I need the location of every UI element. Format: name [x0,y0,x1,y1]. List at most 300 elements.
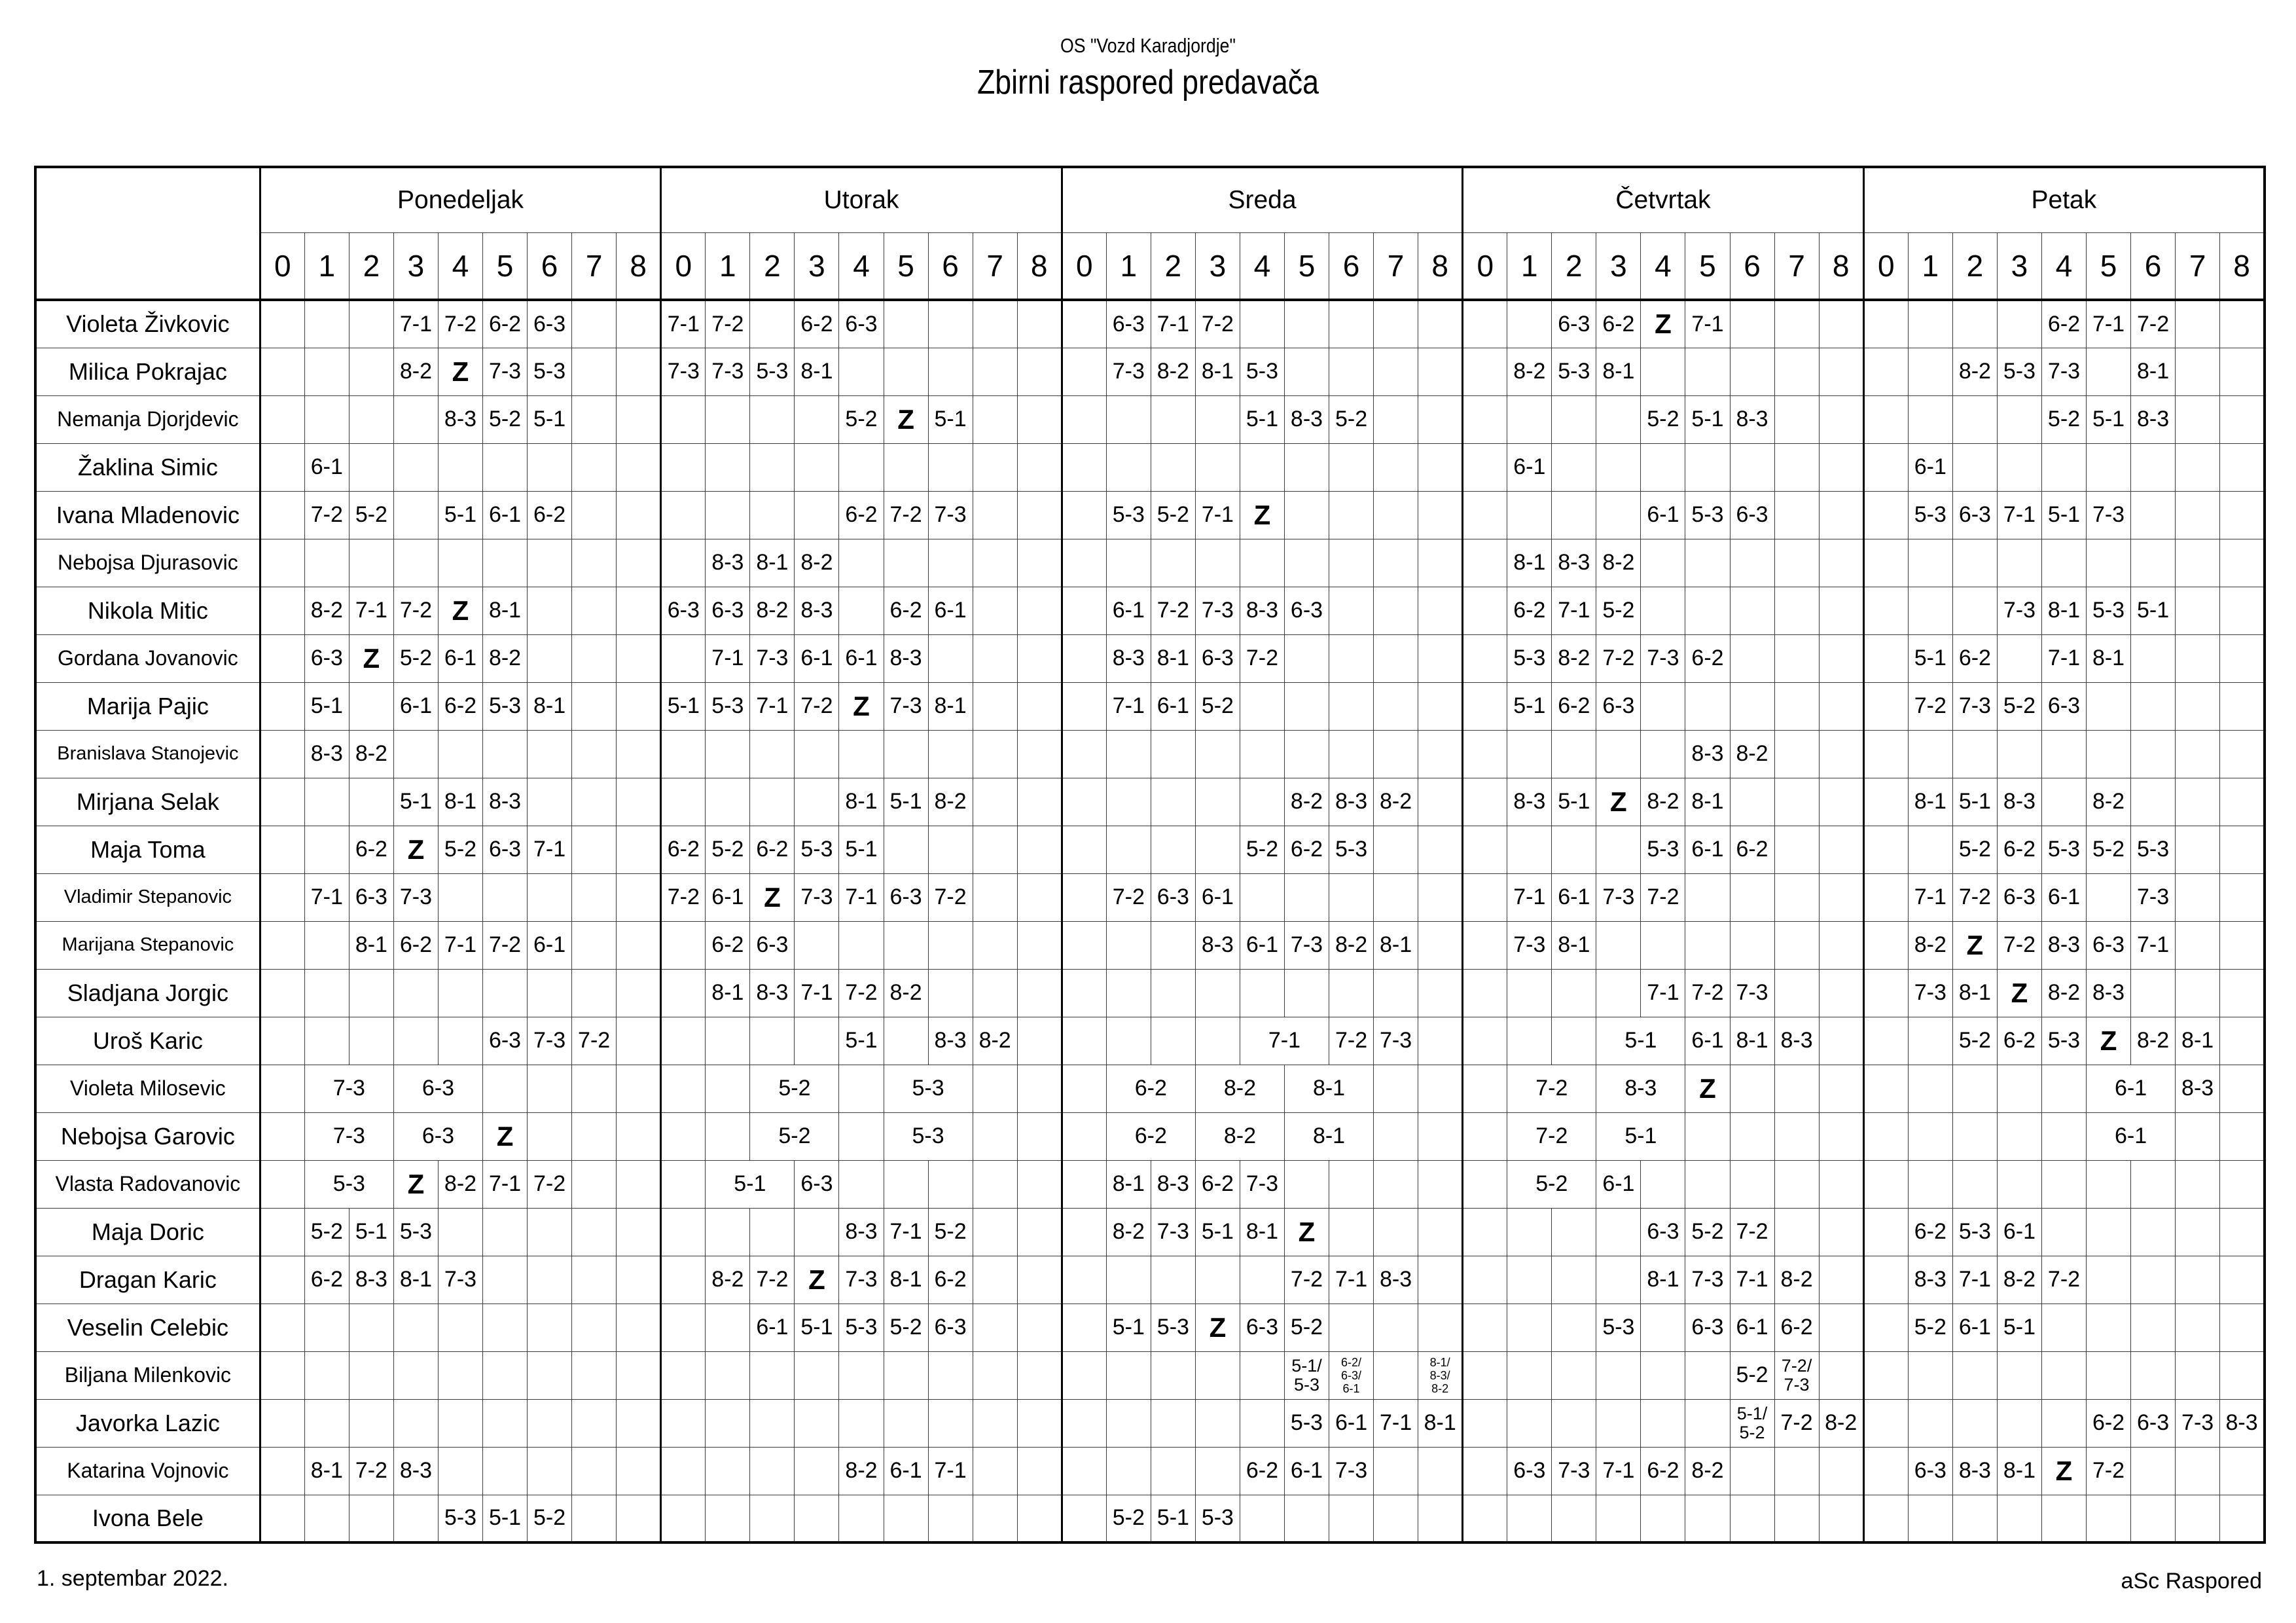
empty-cell [884,826,928,873]
lesson-cell: 5-3 [1507,634,1552,682]
lesson-cell: 8-1 [1997,1447,2041,1495]
empty-cell [1017,539,1062,587]
lesson-cell: 5-2 [1952,1017,1997,1065]
lesson-cell: 8-1 [1151,634,1195,682]
empty-cell [1240,778,1284,826]
empty-cell [260,1351,304,1399]
lesson-cell: 6-3 [483,826,528,873]
lesson-cell: 5-1 [706,1160,795,1208]
empty-cell [260,1160,304,1208]
empty-cell [2087,682,2131,730]
lesson-cell: 6-3 [1507,1447,1552,1495]
empty-cell [1463,1017,1507,1065]
empty-cell [1819,300,1863,348]
teacher-name: Milica Pokrajac [35,348,260,395]
lesson-cell: 8-3 [1106,634,1151,682]
lesson-cell: 5-3 [438,1495,482,1542]
empty-cell [1240,873,1284,921]
lesson-cell: 7-1 [438,921,482,969]
empty-cell [617,778,661,826]
lesson-cell: 5-3 [393,1208,438,1256]
empty-cell [1908,348,1952,395]
empty-cell [1418,491,1463,539]
lesson-cell: 6-3 [706,587,750,634]
lesson-cell: 7-3 [1685,1256,1730,1304]
lesson-cell: 7-3 [795,873,839,921]
empty-cell [1151,921,1195,969]
period-header: 3 [795,233,839,301]
empty-cell [1552,1304,1596,1351]
empty-cell [1908,1160,1952,1208]
lesson-cell: 5-1 [1240,395,1284,443]
lesson-cell: 6-1 [1952,1304,1997,1351]
empty-cell [1418,873,1463,921]
empty-cell [795,1017,839,1065]
lesson-cell: 6-2 [928,1256,973,1304]
meeting-cell: Z [839,682,884,730]
empty-cell [1819,1304,1863,1351]
lesson-cell: 8-1 [2176,1017,2220,1065]
empty-cell [1463,1112,1507,1160]
empty-cell [1463,634,1507,682]
empty-cell [839,1399,884,1447]
teacher-row [35,1208,2265,1256]
empty-cell [1863,921,1908,969]
empty-cell [528,1065,572,1112]
lesson-cell: 8-2 [2131,1017,2176,1065]
empty-cell [1329,634,1374,682]
empty-cell [617,921,661,969]
lesson-cell: 7-2 [1284,1256,1329,1304]
empty-cell [1774,539,1819,587]
lesson-cell: 8-2 [750,587,795,634]
empty-cell [393,1351,438,1399]
lesson-cell: 7-1 [1997,491,2041,539]
lesson-cell: 7-3 [661,348,706,395]
empty-cell [2131,491,2176,539]
lesson-cell: 8-1 [928,682,973,730]
lesson-cell: 6-2 [1596,300,1641,348]
lesson-cell: 7-2 [1685,969,1730,1017]
empty-cell [928,1351,973,1399]
empty-cell [1774,873,1819,921]
empty-cell [1774,395,1819,443]
empty-cell [1819,873,1863,921]
lesson-cell: 8-1 [1507,539,1552,587]
teacher-name: Maja Doric [35,1208,260,1256]
empty-cell [1507,1495,1552,1542]
empty-cell [1730,873,1774,921]
lesson-cell: 7-3 [1997,587,2041,634]
empty-cell [839,1351,884,1399]
empty-cell [2131,1256,2176,1304]
lesson-cell: 5-2 [1195,682,1240,730]
page-title: Zbirni raspored predavača [977,64,1319,101]
empty-cell [928,1160,973,1208]
empty-cell [1062,730,1106,778]
lesson-cell: 5-1 [1507,682,1552,730]
empty-cell [2176,1351,2220,1399]
empty-cell [1908,587,1952,634]
empty-cell [1997,730,2041,778]
lesson-cell: 6-3 [750,921,795,969]
empty-cell [260,443,304,491]
empty-cell [928,1399,973,1447]
empty-cell [260,1065,304,1112]
empty-cell [1730,300,1774,348]
empty-cell [1641,348,1685,395]
empty-cell [1017,1304,1062,1351]
empty-cell [2176,539,2220,587]
empty-cell [1552,1208,1596,1256]
lesson-cell: 6-1 [1685,1017,1730,1065]
lesson-cell: 8-2 [1284,778,1329,826]
empty-cell [1952,1351,1997,1399]
empty-cell [706,443,750,491]
empty-cell [2131,443,2176,491]
meeting-cell: Z [1685,1065,1730,1112]
lesson-cell: 6-2 [528,491,572,539]
lesson-cell: 6-2 [1240,1447,1284,1495]
empty-cell [1017,443,1062,491]
empty-cell [1284,730,1329,778]
period-header: 7 [1374,233,1418,301]
lesson-cell: 6-3 [1151,873,1195,921]
empty-cell [661,1495,706,1542]
empty-cell [884,1160,928,1208]
empty-cell [1240,539,1284,587]
lesson-cell: 5-3 [1106,491,1151,539]
empty-cell [2220,1112,2265,1160]
empty-cell [483,1065,528,1112]
lesson-cell: 6-2 [1106,1112,1195,1160]
lesson-cell: 6-2 [706,921,750,969]
lesson-cell: 6-2 [1774,1304,1819,1351]
lesson-cell: 8-3 [349,1256,393,1304]
lesson-cell: 7-1 [2131,921,2176,969]
lesson-cell: 7-1 [1195,491,1240,539]
empty-cell [1195,826,1240,873]
empty-cell [795,443,839,491]
empty-cell [572,969,617,1017]
lesson-cell: 6-1 [1641,491,1685,539]
empty-cell [2087,539,2131,587]
empty-cell [2220,969,2265,1017]
empty-cell [1106,1256,1151,1304]
empty-cell [1596,826,1641,873]
period-header: 0 [260,233,304,301]
empty-cell [2220,443,2265,491]
lesson-cell: 7-1 [1106,682,1151,730]
empty-cell [2220,1304,2265,1351]
empty-cell [1463,539,1507,587]
lesson-cell: 6-2 [884,587,928,634]
lesson-cell: 5-2 [1106,1495,1151,1542]
lesson-cell: 5-2 [750,1112,839,1160]
empty-cell [750,730,795,778]
empty-cell [706,491,750,539]
lesson-cell: 8-1 [1106,1160,1151,1208]
empty-cell [2220,395,2265,443]
empty-cell [1596,1351,1641,1399]
empty-cell [1418,348,1463,395]
lesson-cell: 8-2 [2087,778,2131,826]
empty-cell [928,730,973,778]
empty-cell [1997,1399,2041,1447]
teacher-row [35,1495,2265,1542]
empty-cell [973,1256,1017,1304]
lesson-cell: 7-1 [1730,1256,1774,1304]
lesson-cell: 5-3 [1240,348,1284,395]
lesson-cell: 7-2 [1774,1399,1819,1447]
period-header: 4 [839,233,884,301]
empty-cell [1863,826,1908,873]
lesson-cell: 6-2 [1908,1208,1952,1256]
empty-cell [1062,539,1106,587]
lesson-cell: 8-3 [438,395,482,443]
empty-cell [750,778,795,826]
meeting-cell: Z [1195,1304,1240,1351]
empty-cell [393,443,438,491]
lesson-cell: 7-1 [706,634,750,682]
lesson-cell: 7-1 [1552,587,1596,634]
empty-cell [349,1017,393,1065]
period-header: 3 [1195,233,1240,301]
lesson-cell: 5-1 [1552,778,1596,826]
empty-cell [1017,730,1062,778]
lesson-cell: 5-1 [795,1304,839,1351]
lesson-cell: 8-1 [1952,969,1997,1017]
empty-cell [1151,443,1195,491]
teacher-row [35,873,2265,921]
lesson-cell: 8-1 [1685,778,1730,826]
empty-cell [661,634,706,682]
empty-cell [973,395,1017,443]
empty-cell [1106,778,1151,826]
empty-cell [1062,1160,1106,1208]
empty-cell [1284,491,1329,539]
empty-cell [839,1160,884,1208]
empty-cell [661,1447,706,1495]
timetable-header [35,167,2265,300]
teacher-name: Uroš Karic [35,1017,260,1065]
teacher-row [35,1351,2265,1399]
lesson-cell: 5-1 [1997,1304,2041,1351]
empty-cell [1329,348,1374,395]
lesson-cell: 5-2 [750,1065,839,1112]
lesson-cell: 8-2 [304,587,349,634]
lesson-cell: 6-2 [483,300,528,348]
empty-cell [2176,969,2220,1017]
empty-cell [2220,1256,2265,1304]
empty-cell [1730,1160,1774,1208]
empty-cell [572,1399,617,1447]
empty-cell [1952,1160,1997,1208]
lesson-cell: 8-2 [973,1017,1017,1065]
empty-cell [349,1495,393,1542]
empty-cell [884,1495,928,1542]
empty-cell [1507,1256,1552,1304]
lesson-cell: 7-1 [795,969,839,1017]
lesson-cell: 6-3 [2131,1399,2176,1447]
empty-cell [1908,395,1952,443]
empty-cell [617,300,661,348]
empty-cell [884,730,928,778]
empty-cell [1997,300,2041,348]
empty-cell [1908,1017,1952,1065]
lesson-cell: 8-3 [1374,1256,1418,1304]
lesson-cell: 7-3 [884,682,928,730]
lesson-cell: 5-3 [1195,1495,1240,1542]
lesson-cell: 8-3 [1908,1256,1952,1304]
lesson-cell: 7-3 [483,348,528,395]
empty-cell [1908,730,1952,778]
empty-cell [1017,969,1062,1017]
lesson-cell: 5-1 [1596,1112,1685,1160]
lesson-cell: 5-1 [661,682,706,730]
empty-cell [1284,443,1329,491]
lesson-cell: 5-2 [1685,1208,1730,1256]
empty-cell [2176,587,2220,634]
lesson-cell: 5-1 [1596,1017,1685,1065]
empty-cell [1685,539,1730,587]
empty-cell [706,1304,750,1351]
empty-cell [2220,682,2265,730]
empty-cell [2131,778,2176,826]
teacher-name: Katarina Vojnovic [35,1447,260,1495]
empty-cell [661,730,706,778]
empty-cell [1329,1304,1374,1351]
lesson-cell: 6-3 [1106,300,1151,348]
period-header: 3 [393,233,438,301]
empty-cell [1863,1399,1908,1447]
empty-cell [706,1017,750,1065]
empty-cell [483,969,528,1017]
lesson-cell: 8-1 [1284,1065,1373,1112]
empty-cell [260,1495,304,1542]
empty-cell [928,969,973,1017]
period-header: 5 [1284,233,1329,301]
empty-cell [1641,730,1685,778]
empty-cell [1151,1017,1195,1065]
empty-cell [528,730,572,778]
empty-cell [1463,873,1507,921]
empty-cell [2131,1351,2176,1399]
empty-cell [795,1399,839,1447]
empty-cell [1151,1399,1195,1447]
empty-cell [1463,1065,1507,1112]
empty-cell [1418,634,1463,682]
empty-cell [1819,634,1863,682]
empty-cell [1596,969,1641,1017]
empty-cell [795,1447,839,1495]
lesson-cell: 5-3 [839,1304,884,1351]
empty-cell [973,491,1017,539]
empty-cell [973,682,1017,730]
lesson-cell: 7-2 [2041,1256,2086,1304]
empty-cell [572,634,617,682]
lesson-cell: 8-1 [1284,1112,1373,1160]
empty-cell [1774,730,1819,778]
lesson-cell: 8-2 [1730,730,1774,778]
empty-cell [1374,969,1418,1017]
empty-cell [1329,491,1374,539]
lesson-cell: 6-2 [1552,682,1596,730]
empty-cell [1685,348,1730,395]
lesson-cell: 6-1 [1596,1160,1641,1208]
lesson-cell: 8-1 [1374,921,1418,969]
empty-cell [1062,1256,1106,1304]
lesson-cell: 8-1 [1195,348,1240,395]
lesson-cell: 7-2 [528,1160,572,1208]
empty-cell [572,539,617,587]
empty-cell [438,969,482,1017]
lesson-cell: 8-2 [1374,778,1418,826]
lesson-cell: 8-2 [928,778,973,826]
lesson-cell: 7-2 [1997,921,2041,969]
meeting-cell: Z [1284,1208,1329,1256]
empty-cell [1819,1256,1863,1304]
empty-cell [349,395,393,443]
empty-cell [973,826,1017,873]
lesson-cell: 6-3 [2041,682,2086,730]
empty-cell [1596,730,1641,778]
empty-cell [1195,1256,1240,1304]
teacher-row [35,539,2265,587]
lesson-cell: 8-3 [1507,778,1552,826]
lesson-cell: 7-3 [706,348,750,395]
empty-cell [1329,300,1374,348]
lesson-cell: 5-2 [706,826,750,873]
empty-cell [1195,1017,1240,1065]
empty-cell [572,1112,617,1160]
empty-cell [2041,443,2086,491]
period-header: 0 [1463,233,1507,301]
teacher-row [35,1065,2265,1112]
empty-cell [1774,443,1819,491]
empty-cell [1552,395,1596,443]
empty-cell [2131,1304,2176,1351]
empty-cell [304,395,349,443]
empty-cell [1374,539,1418,587]
lesson-cell: 8-3 [1329,778,1374,826]
empty-cell [617,1447,661,1495]
lesson-cell: 6-1 [1329,1399,1374,1447]
lesson-cell: 7-2 [1641,873,1685,921]
empty-cell [2176,1112,2220,1160]
lesson-cell: 5-3 [795,826,839,873]
lesson-cell: 6-1 [2087,1065,2176,1112]
empty-cell [1685,443,1730,491]
lesson-cell: 8-3 [393,1447,438,1495]
empty-cell [1418,730,1463,778]
empty-cell [795,395,839,443]
empty-cell [1997,1495,2041,1542]
period-header: 4 [1240,233,1284,301]
empty-cell [438,1447,482,1495]
lesson-cell: 8-2 [1106,1208,1151,1256]
empty-cell [1418,1017,1463,1065]
period-header: 2 [1952,233,1997,301]
empty-cell [1685,1399,1730,1447]
lesson-cell: 8-1 [483,587,528,634]
empty-cell [1507,1017,1552,1065]
empty-cell [1730,778,1774,826]
empty-cell [2041,1208,2086,1256]
empty-cell [1106,539,1151,587]
empty-cell [2220,778,2265,826]
lesson-cell: 5-1 [839,826,884,873]
